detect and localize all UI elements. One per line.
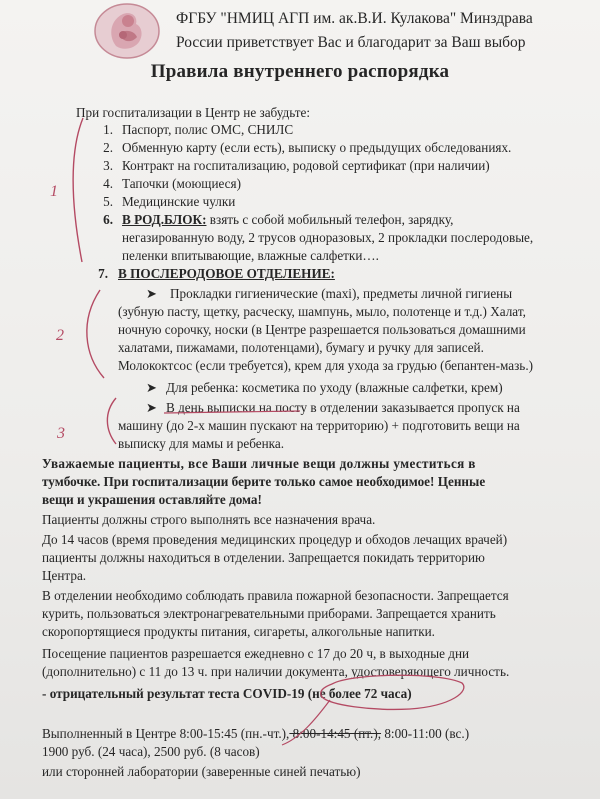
list-number: 5.	[103, 194, 113, 209]
bullet-icon: ➤	[146, 380, 157, 395]
covid-limit: (не более 72 часа)	[304, 686, 412, 701]
list-number: 2.	[103, 140, 113, 155]
postnatal-text-line: (зубную пасту, щетку, расческу, шампунь, мыло, полотенце и т.д.) Халат,	[118, 304, 526, 319]
list-item: Медицинские чулки	[122, 194, 236, 209]
birth-block-label: В РОД.БЛОК:	[122, 212, 207, 227]
birth-block-text: взять с собой мобильный телефон, зарядку,	[206, 212, 454, 227]
list-number: 7.	[98, 266, 108, 281]
schedule-friday: 8:00-14:45 (пт.),	[289, 726, 382, 741]
handwritten-mark-2: 2	[56, 327, 64, 344]
list-item: Тапочки (моющиеся)	[122, 176, 241, 191]
rules-line: пациенты должны находиться в отделении. Запрещается покидать территорию	[42, 550, 485, 565]
header-line-1: ФГБУ "НМИЦ АГП им. ак.В.И. Кулакова" Минздрава	[176, 10, 533, 27]
bullet-icon: ➤	[146, 400, 157, 415]
list-number: 6.	[103, 212, 113, 227]
bullet-icon: ➤	[146, 286, 157, 301]
handwritten-mark-3: 3	[57, 425, 65, 442]
birth-block-text-line: негазированную воду, 2 трусов одноразовых, 2 прокладки послеродовые,	[122, 230, 534, 245]
intro-text: При госпитализации в Центр не забудьте:	[76, 105, 311, 120]
discharge-rest: посту в отделении заказывается пропуск на	[271, 400, 520, 415]
schedule-sunday: 8:00-11:00 (вс.)	[381, 726, 470, 741]
list-item: Контракт на госпитализацию, родовой сертификат (при наличии)	[122, 158, 490, 173]
birth-block-text-line: пеленки впитывающие, влажные салфетки….	[122, 248, 379, 263]
postnatal-label: В ПОСЛЕРОДОВОЕ ОТДЕЛЕНИЕ:	[118, 266, 335, 281]
page-title: Правила внутреннего распорядка	[150, 61, 450, 82]
rules-line: Центра.	[42, 568, 87, 583]
handwritten-bracket-2	[87, 290, 104, 378]
price-line: 1900 руб. (24 часа), 2500 руб. (8 часов)	[42, 744, 260, 759]
list-item: Обменную карту (если есть), выписку о предыдущих обследованиях.	[122, 140, 512, 155]
postnatal-text-line: халатами, пижамами, полотенцами), бумагу и ручку для записей.	[118, 340, 484, 355]
discharge-text-line: выписку для мамы и ребенка.	[118, 436, 285, 451]
handwritten-mark-1: 1	[50, 183, 58, 200]
header-line-2: России приветствует Вас и благодарит за Ваш выбор	[176, 34, 526, 51]
center-logo	[92, 2, 162, 60]
schedule-weekdays: Выполненный в Центре 8:00-15:45 (пн.-чт.),	[42, 726, 290, 741]
notice-line: тумбочке. При госпитализации берите только самое необходимое! Ценные	[42, 474, 486, 489]
covid-requirement	[42, 685, 412, 702]
postnatal-text-line: ночную сорочку, носки (в Центре разрешается пользоваться домашними	[118, 322, 526, 337]
postnatal-text-line: Молококтсос (если требуется), крем для ухода за грудью (бепантен-мазь.)	[118, 358, 534, 373]
list-item-birth-block	[122, 211, 453, 228]
rules-line: Пациенты должны строго выполнять все назначения врача.	[42, 512, 376, 527]
covid-lead: - отрицательный результат теста COVID-19	[42, 686, 305, 701]
rules-line: Посещение пациентов разрешается ежедневно с 17 до 20 ч, в выходные дни	[42, 646, 470, 661]
rules-line: курить, пользоваться электронагревательными приборами. Запрещается хранить	[42, 606, 496, 621]
list-item: Паспорт, полис ОМС, СНИЛС	[122, 122, 294, 137]
notice-line: вещи и украшения оставляйте дома!	[42, 492, 262, 507]
list-number: 3.	[103, 158, 113, 173]
list-number: 1.	[103, 122, 113, 137]
rules-line: В отделении необходимо соблюдать правила пожарной безопасности. Запрещается	[42, 588, 509, 603]
postnatal-text-line: Прокладки гигиенические (maxi), предметы личной гигиены	[170, 286, 513, 301]
handwritten-bracket-1	[73, 118, 83, 262]
discharge-text	[166, 399, 520, 416]
list-number: 4.	[103, 176, 113, 191]
discharge-text-line: машину (до 2-х машин пускают на территорию) + подготовить вещи на	[118, 418, 520, 433]
schedule-line	[42, 725, 469, 742]
rules-line: До 14 часов (время проведения медицинских процедур и обходов лечащих врачей)	[42, 532, 508, 547]
rules-line: скоропортящиеся продукты питания, сигареты, алкогольные напитки.	[42, 624, 435, 639]
handwritten-bracket-3	[107, 398, 116, 444]
baby-items-text: Для ребенка: косметика по уходу (влажные салфетки, крем)	[166, 380, 503, 395]
notice-line: Уважаемые пациенты, все Ваши личные вещи должны уместиться в	[42, 456, 476, 471]
rules-line: (дополнительно) с 11 до 13 ч. при наличии документа, удостоверяющего личность.	[42, 664, 510, 679]
lab-line: или сторонней лаборатории (заверенные синей печатью)	[42, 764, 361, 779]
discharge-lead: В день выписки на	[166, 400, 272, 415]
